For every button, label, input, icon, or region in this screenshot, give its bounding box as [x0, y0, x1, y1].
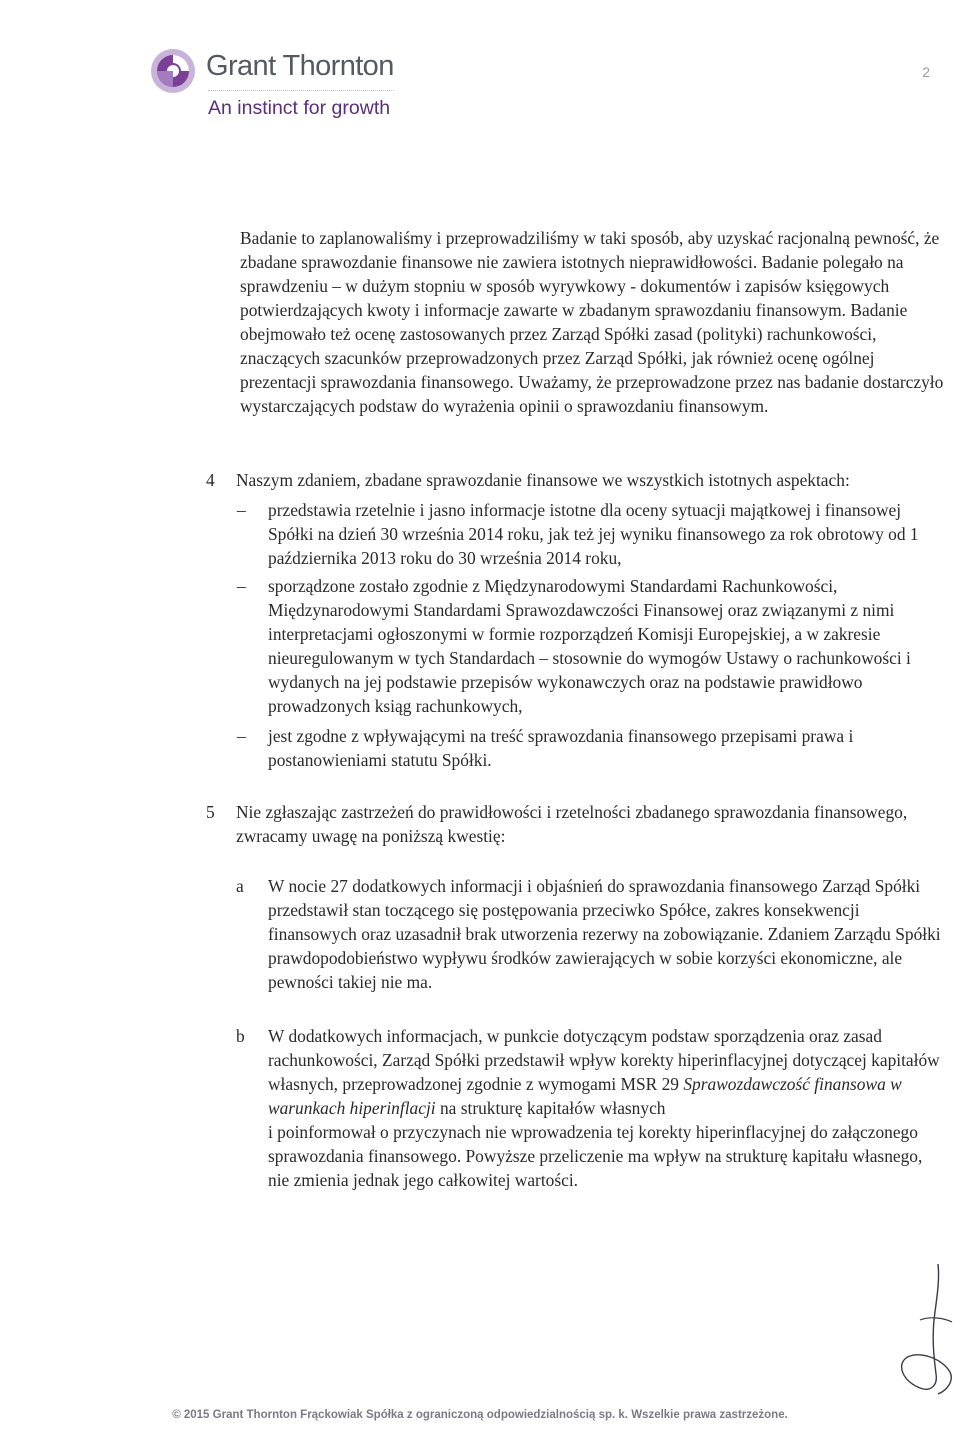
sub-item-text: W nocie 27 dodatkowych informacji i objaśnień do sprawozdania finansowego Zarząd Spółki przedstawił stan toczącego się postępowania przeciwko Spółce, zakres konsekwencji finansowych oraz uzasadnił brak utworzenia rezerwy na zobowiązanie. Zdaniem Zarządu Spółki prawdopodobieństwo wypływu środków zawierających w sobie korzyści ekonomiczne, ale pewności takiej nie ma.: [268, 876, 941, 992]
sub-item-text-part: i poinformował o przyczynach nie wprowadzenia tej korekty hiperinflacyjnej do załączonego sprawozdania finansowego. Powyższe przeliczenie ma wpływ na strukturę kapitału własnego, nie zmienia jednak jego całkowitej wartości.: [268, 1122, 923, 1190]
section-lead: Naszym zdaniem, zbadane sprawozdanie finansowe we wszystkich istotnych aspektach:: [236, 470, 850, 490]
sub-item-text-part: na strukturę kapitałów własnych: [435, 1098, 666, 1118]
letterhead-divider: [208, 90, 394, 91]
section-number: 5: [206, 802, 215, 822]
sub-item-text-part: W dodatkowych informacjach, w punkcie dotyczącym podstaw sporządzenia oraz zasad rachunkowości, Zarząd Spółki przedstawił wpływ korekty hiperinflacyjnej dotyczącej kapitałów własnych, przeprowadzonej zgodnie z wymogami MSR 29: [268, 1026, 940, 1094]
footer-copyright: © 2015 Grant Thornton Frąckowiak Spółka z ograniczoną odpowiedzialnością sp. k. Wszelkie prawa zastrzeżone.: [172, 1409, 788, 1421]
bullet-text: jest zgodne z wpływającymi na treść sprawozdania finansowego przepisami prawa i postanowieniami statutu Spółki.: [268, 726, 854, 770]
sub-item-letter: b: [236, 1026, 245, 1046]
standard-title: Sprawozdawczość finansowa w warunkach hiperinflacji: [268, 1074, 902, 1118]
intro-paragraph: Badanie to zaplanowaliśmy i przeprowadziliśmy w taki sposób, aby uzyskać racjonalną pewność, że zbadane sprawozdanie finansowe nie zawiera istotnych nieprawidłowości. Badanie polegało na sprawdzeniu – w dużym stopniu w sposób wyrywkowy - dokumentów i zapisów księgowych potwierdzających kwoty i informacje zawarte w zbadanym sprawozdaniu finansowym. Badanie obejmowało też ocenę zastosowanych przez Zarząd Spółki zasad (polityki) rachunkowości, znaczących szacunków przeprowadzonych przez Zarząd Spółki, jak również ocenę ogólnej prezentacji sprawozdania finansowego. Uważamy, że przeprowadzone przez nas badanie dostarczyło wystarczających podstaw do wyrażenia opinii o sprawozdaniu finansowym.: [240, 228, 944, 416]
page-number: 2: [922, 64, 930, 80]
section-number: 4: [206, 470, 215, 490]
bullet-dash: –: [237, 500, 246, 520]
bullet-text: przedstawia rzetelnie i jasno informacje istotne dla oceny sytuacji majątkowej i finansowej Spółki na dzień 30 września 2014 roku, jak też jej wyniku finansowego za rok obrotowy od 1 października 2013 roku do 30 września 2014 roku,: [268, 500, 919, 568]
brand-tagline: An instinct for growth: [208, 97, 391, 119]
bullet-dash: –: [237, 576, 246, 596]
signature-icon: [890, 1262, 956, 1402]
bullet-text: sporządzone zostało zgodnie z Międzynarodowymi Standardami Rachunkowości, Międzynarodowymi Standardami Sprawozdawczości Finansowej oraz związanymi z nimi interpretacjami ogłoszonymi w formie rozporządzeń Komisji Europejskiej, a w zakresie nieuregulowanym w tych Standardach – stosownie do wymogów Ustawy o rachunkowości i wydanych na jej podstawie przepisów wykonawczych oraz na podstawie prawidłowo prowadzonych ksiąg rachunkowych,: [268, 576, 911, 716]
letterhead: [150, 44, 450, 134]
sub-item-text: [268, 1024, 946, 1192]
sub-item-letter: a: [236, 876, 244, 896]
section-lead: Nie zgłaszając zastrzeżeń do prawidłowości i rzetelności zbadanego sprawozdania finansowego, zwracamy uwagę na poniższą kwestię:: [236, 802, 908, 846]
grant-thornton-logo-icon: [150, 48, 196, 94]
brand-name: Grant Thornton: [206, 50, 394, 82]
bullet-dash: –: [237, 726, 246, 746]
